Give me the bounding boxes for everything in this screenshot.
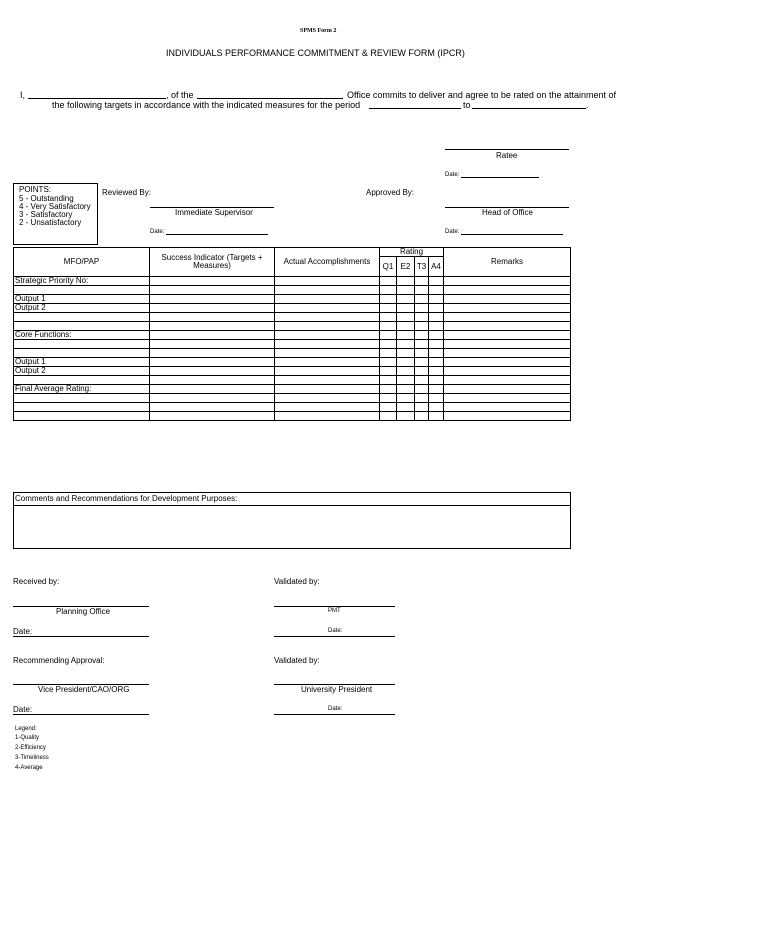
table-cell[interactable]: [444, 304, 571, 313]
table-cell[interactable]: [380, 376, 397, 385]
table-cell[interactable]: [150, 286, 275, 295]
points-item: 2 - Unsatisfactory: [19, 218, 82, 227]
table-cell[interactable]: [275, 349, 380, 358]
legend-item: 3-Timeliness: [15, 755, 49, 761]
table-cell[interactable]: [444, 313, 571, 322]
table-cell[interactable]: [380, 367, 397, 376]
header-e2: E2: [397, 257, 415, 277]
period-start-line[interactable]: [369, 108, 461, 109]
table-cell[interactable]: [275, 403, 380, 412]
table-row: [14, 295, 571, 304]
recommending-approval-label: Recommending Approval:: [13, 656, 105, 665]
table-cell[interactable]: [429, 385, 444, 394]
table-cell[interactable]: [444, 412, 571, 421]
points-box: [13, 183, 98, 245]
table-cell[interactable]: [415, 295, 429, 304]
table-row: [14, 331, 571, 340]
table-row: [14, 286, 571, 295]
mfo-cell[interactable]: Output 2: [14, 367, 150, 376]
header-q1: Q1: [380, 257, 397, 277]
table-cell[interactable]: [429, 403, 444, 412]
ratee-date-line[interactable]: [461, 177, 539, 178]
table-cell[interactable]: [444, 277, 571, 286]
table-cell[interactable]: [150, 394, 275, 403]
table-cell[interactable]: [275, 385, 380, 394]
table-cell[interactable]: [429, 313, 444, 322]
table-cell[interactable]: [380, 331, 397, 340]
table-cell[interactable]: [429, 394, 444, 403]
table-cell[interactable]: [275, 412, 380, 421]
intro-i: I,: [20, 90, 26, 100]
head-date-line[interactable]: [461, 234, 563, 235]
legend-item: 4-Average: [15, 765, 43, 771]
table-cell[interactable]: [429, 286, 444, 295]
table-row: [14, 367, 571, 376]
reviewed-by-label: Reviewed By:: [102, 188, 151, 197]
table-row: [14, 340, 571, 349]
table-cell[interactable]: [275, 286, 380, 295]
table-cell[interactable]: [380, 277, 397, 286]
table-cell[interactable]: [429, 376, 444, 385]
table-cell[interactable]: [150, 385, 275, 394]
approved-by-label: Approved By:: [366, 188, 415, 197]
table-cell[interactable]: [150, 277, 275, 286]
validated-by-label-1: Validated by:: [274, 577, 320, 586]
table-cell[interactable]: [415, 358, 429, 367]
legend-item: 2-Efficiency: [15, 745, 46, 751]
table-cell[interactable]: [429, 295, 444, 304]
table-cell[interactable]: [150, 403, 275, 412]
table-row: [14, 313, 571, 322]
table-cell[interactable]: [380, 340, 397, 349]
head-role: Head of Office: [482, 208, 533, 217]
intro-office: Office commits to deliver and agree to be rated on the attainment of: [347, 90, 616, 100]
table-cell[interactable]: [380, 349, 397, 358]
table-cell[interactable]: [397, 376, 415, 385]
mfo-cell[interactable]: [14, 286, 150, 295]
intro-line2: the following targets in accordance with the indicated measures for the period: [52, 100, 361, 110]
table-cell[interactable]: [429, 304, 444, 313]
table-cell[interactable]: [275, 313, 380, 322]
ratee-signature-line[interactable]: [445, 149, 569, 150]
table-cell[interactable]: [444, 403, 571, 412]
table-cell[interactable]: [397, 286, 415, 295]
table-cell[interactable]: [150, 358, 275, 367]
table-cell[interactable]: [275, 394, 380, 403]
table-cell[interactable]: [397, 277, 415, 286]
table-cell[interactable]: [415, 385, 429, 394]
table-cell[interactable]: [429, 322, 444, 331]
table-row: [14, 394, 571, 403]
mfo-cell[interactable]: [14, 376, 150, 385]
mfo-cell[interactable]: Output 2: [14, 304, 150, 313]
table-cell[interactable]: [415, 322, 429, 331]
mfo-cell[interactable]: Final Average Rating:: [14, 385, 150, 394]
office-field-line[interactable]: [197, 98, 343, 99]
ratee-label: Ratee: [496, 151, 518, 160]
table-cell[interactable]: [429, 367, 444, 376]
head-date-label: Date:: [445, 229, 460, 235]
table-cell[interactable]: [275, 322, 380, 331]
form-title: INDIVIDUALS PERFORMANCE COMMITMENT & REVIEW FORM (IPCR): [166, 48, 465, 58]
table-cell[interactable]: [397, 358, 415, 367]
mfo-cell[interactable]: [14, 394, 150, 403]
mfo-cell[interactable]: [14, 322, 150, 331]
date-line-2[interactable]: [274, 636, 395, 637]
table-row: [14, 376, 571, 385]
table-cell[interactable]: [397, 403, 415, 412]
table-cell[interactable]: [275, 277, 380, 286]
table-cell[interactable]: [429, 412, 444, 421]
header-mfo: MFO/PAP: [14, 248, 150, 277]
table-cell[interactable]: [444, 376, 571, 385]
mfo-cell[interactable]: Strategic Priority No:: [14, 277, 150, 286]
president-label: University President: [301, 685, 373, 694]
table-cell[interactable]: [429, 331, 444, 340]
form-code: SPMS Form 2: [300, 28, 337, 34]
table-cell[interactable]: [397, 412, 415, 421]
table-cell[interactable]: [275, 331, 380, 340]
date-label-1: Date:: [13, 627, 33, 636]
table-cell[interactable]: [415, 286, 429, 295]
mfo-cell[interactable]: Output 1: [14, 358, 150, 367]
table-cell[interactable]: [397, 304, 415, 313]
period-end-line[interactable]: [472, 108, 586, 109]
table-row: [14, 403, 571, 412]
table-cell[interactable]: [380, 295, 397, 304]
table-cell[interactable]: [444, 286, 571, 295]
table-cell[interactable]: [150, 412, 275, 421]
table-cell[interactable]: [275, 367, 380, 376]
mfo-cell[interactable]: Core Functions:: [14, 331, 150, 340]
supervisor-date-line[interactable]: [166, 234, 268, 235]
table-cell[interactable]: [429, 340, 444, 349]
table-cell[interactable]: [444, 295, 571, 304]
date-line-4[interactable]: [274, 714, 395, 715]
table-cell[interactable]: [415, 313, 429, 322]
ipcr-table: [13, 247, 571, 421]
table-cell[interactable]: [415, 277, 429, 286]
table-cell[interactable]: [429, 277, 444, 286]
table-cell[interactable]: [444, 322, 571, 331]
table-cell[interactable]: [415, 412, 429, 421]
table-cell[interactable]: [415, 304, 429, 313]
legend-title: Legend:: [15, 726, 37, 732]
header-a4: A4: [429, 257, 444, 277]
comments-box[interactable]: [13, 492, 571, 549]
ratee-date-label: Date:: [445, 172, 460, 178]
table-cell[interactable]: [150, 340, 275, 349]
table-cell[interactable]: [150, 376, 275, 385]
supervisor-role: Immediate Supervisor: [175, 208, 253, 217]
intro-of-the: , of the: [166, 90, 194, 100]
table-cell[interactable]: [415, 394, 429, 403]
table-row: [14, 304, 571, 313]
table-cell[interactable]: [397, 340, 415, 349]
date-line-1[interactable]: [13, 636, 149, 637]
points-item: 3 - Satisfactory: [19, 210, 73, 219]
table-cell[interactable]: [150, 331, 275, 340]
mfo-cell[interactable]: [14, 340, 150, 349]
header-actual-accomplishments: Actual Accomplishments: [275, 248, 380, 277]
table-cell[interactable]: [397, 394, 415, 403]
table-cell[interactable]: [415, 367, 429, 376]
table-row: [14, 349, 571, 358]
table-cell[interactable]: [444, 331, 571, 340]
table-cell[interactable]: [397, 322, 415, 331]
table-cell[interactable]: [380, 412, 397, 421]
table-row: [14, 385, 571, 394]
header-rating: Rating: [380, 248, 444, 257]
header-success-indicator: Success Indicator (Targets + Measures): [150, 248, 275, 277]
table-cell[interactable]: [150, 322, 275, 331]
table-cell[interactable]: [380, 394, 397, 403]
table-row: [14, 322, 571, 331]
table-cell[interactable]: [444, 340, 571, 349]
pmt-signature-line[interactable]: [274, 606, 395, 607]
header-t3: T3: [415, 257, 429, 277]
table-cell[interactable]: [397, 385, 415, 394]
name-field-line[interactable]: [28, 98, 166, 99]
table-cell[interactable]: [380, 385, 397, 394]
date-label-3: Date:: [13, 705, 33, 714]
table-cell[interactable]: [444, 394, 571, 403]
table-cell[interactable]: [275, 376, 380, 385]
table-cell[interactable]: [380, 286, 397, 295]
table-cell[interactable]: [380, 358, 397, 367]
received-by-label: Received by:: [13, 577, 60, 586]
table-cell[interactable]: [415, 349, 429, 358]
table-cell[interactable]: [150, 295, 275, 304]
mfo-cell[interactable]: [14, 412, 150, 421]
intro-to: to: [463, 100, 471, 110]
validated-by-label-2: Validated by:: [274, 656, 320, 665]
intro-end: .: [586, 100, 589, 110]
mfo-cell[interactable]: [14, 403, 150, 412]
table-cell[interactable]: [397, 331, 415, 340]
table-row: [14, 412, 571, 421]
table-cell[interactable]: [380, 403, 397, 412]
table-cell[interactable]: [444, 358, 571, 367]
supervisor-date-label: Date:: [150, 229, 165, 235]
table-row: [14, 277, 571, 286]
table-row: [14, 358, 571, 367]
table-cell[interactable]: [397, 313, 415, 322]
table-cell[interactable]: [429, 358, 444, 367]
header-remarks: Remarks: [444, 248, 571, 277]
table-cell[interactable]: [397, 367, 415, 376]
table-cell[interactable]: [150, 349, 275, 358]
table-cell[interactable]: [415, 376, 429, 385]
table-cell[interactable]: [415, 331, 429, 340]
table-cell[interactable]: [275, 358, 380, 367]
table-cell[interactable]: [275, 340, 380, 349]
vp-label: Vice President/CAO/ORG: [38, 685, 130, 694]
table-cell[interactable]: [380, 313, 397, 322]
date-label-4: Date:: [328, 706, 343, 712]
date-label-2: Date:: [328, 628, 343, 634]
table-cell[interactable]: [444, 367, 571, 376]
table-cell[interactable]: [380, 304, 397, 313]
table-cell[interactable]: [415, 403, 429, 412]
points-item: 5 - Outstanding: [19, 194, 74, 203]
points-title: POINTS:: [19, 185, 52, 194]
mfo-cell[interactable]: [14, 313, 150, 322]
table-cell[interactable]: [444, 349, 571, 358]
table-cell[interactable]: [150, 313, 275, 322]
mfo-cell[interactable]: [14, 349, 150, 358]
table-cell[interactable]: [275, 304, 380, 313]
table-cell[interactable]: [380, 322, 397, 331]
planning-office-label: Planning Office: [56, 607, 111, 616]
table-cell[interactable]: [429, 349, 444, 358]
table-cell[interactable]: [397, 295, 415, 304]
table-cell[interactable]: [275, 295, 380, 304]
pmt-label: PMT: [328, 608, 341, 614]
mfo-cell[interactable]: Output 1: [14, 295, 150, 304]
points-item: 4 - Very Satisfactory: [19, 202, 91, 211]
legend-item: 1-Quality: [15, 735, 40, 741]
date-line-3[interactable]: [13, 714, 149, 715]
table-cell[interactable]: [150, 367, 275, 376]
table-cell[interactable]: [150, 304, 275, 313]
comments-label: Comments and Recommendations for Development Purposes:: [14, 493, 570, 506]
table-cell[interactable]: [444, 385, 571, 394]
table-cell[interactable]: [415, 340, 429, 349]
table-cell[interactable]: [397, 349, 415, 358]
